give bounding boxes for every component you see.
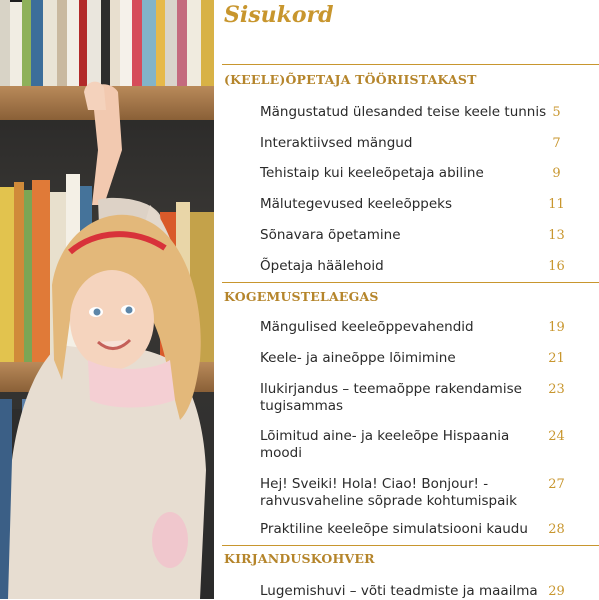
page-number: 19 bbox=[548, 320, 565, 335]
toc-entry[interactable]: Ilukirjandus – teemaõppe rakendamise tugisammas bbox=[260, 381, 522, 414]
toc-entry[interactable]: Tehistaip kui keeleõpetaja abiline bbox=[260, 165, 484, 181]
toc-entry[interactable]: Õpetaja häälehoid bbox=[260, 258, 384, 274]
toc-entry[interactable]: Hej! Sveiki! Hola! Ciao! Bonjour! - rahvusvaheline sõprade kohtumispaik bbox=[260, 476, 517, 509]
section-divider bbox=[222, 545, 599, 546]
page-number: 11 bbox=[548, 197, 565, 212]
toc-entry[interactable]: Sõnavara õpetamine bbox=[260, 227, 401, 243]
page-number: 23 bbox=[548, 382, 565, 397]
page-number: 29 bbox=[548, 584, 565, 599]
page-number: 21 bbox=[548, 351, 565, 366]
section-heading: (KEELE)ÕPETAJA TÖÖRIISTAKAST bbox=[224, 72, 477, 87]
section-divider bbox=[222, 282, 599, 283]
toc-entry[interactable]: Lugemishuvi – võti teadmiste ja maailma bbox=[260, 583, 538, 599]
section-heading: KIRJANDUSKOHVER bbox=[224, 551, 375, 566]
toc-entry[interactable]: Mängulised keeleõppevahendid bbox=[260, 319, 474, 335]
toc-entry[interactable]: Lõimitud aine- ja keeleõpe Hispaania moodi bbox=[260, 428, 510, 461]
page-number: 5 bbox=[552, 105, 561, 120]
girl-illustration bbox=[0, 0, 214, 599]
page-number: 7 bbox=[552, 136, 561, 151]
toc-entry[interactable]: Praktiline keeleõpe simulatsiooni kaudu bbox=[260, 521, 528, 537]
page-number: 16 bbox=[548, 259, 565, 274]
page-number: 9 bbox=[552, 166, 561, 181]
page-number: 27 bbox=[548, 477, 565, 492]
toc-entry[interactable]: Keele- ja aineõppe lõimimine bbox=[260, 350, 456, 366]
toc-entry[interactable]: Interaktiivsed mängud bbox=[260, 135, 413, 151]
table-of-contents bbox=[214, 0, 599, 599]
section-divider bbox=[222, 64, 599, 65]
toc-entry[interactable]: Mälutegevused keeleõppeks bbox=[260, 196, 453, 212]
toc-entry[interactable]: Mängustatud ülesanded teise keele tunnis bbox=[260, 104, 547, 120]
toc-heading: Sisukord bbox=[224, 2, 334, 28]
page-number: 24 bbox=[548, 429, 565, 444]
page-number: 13 bbox=[548, 228, 565, 243]
cover-photo bbox=[0, 0, 214, 599]
section-heading: KOGEMUSTELAEGAS bbox=[224, 289, 379, 304]
page-number: 28 bbox=[548, 522, 565, 537]
